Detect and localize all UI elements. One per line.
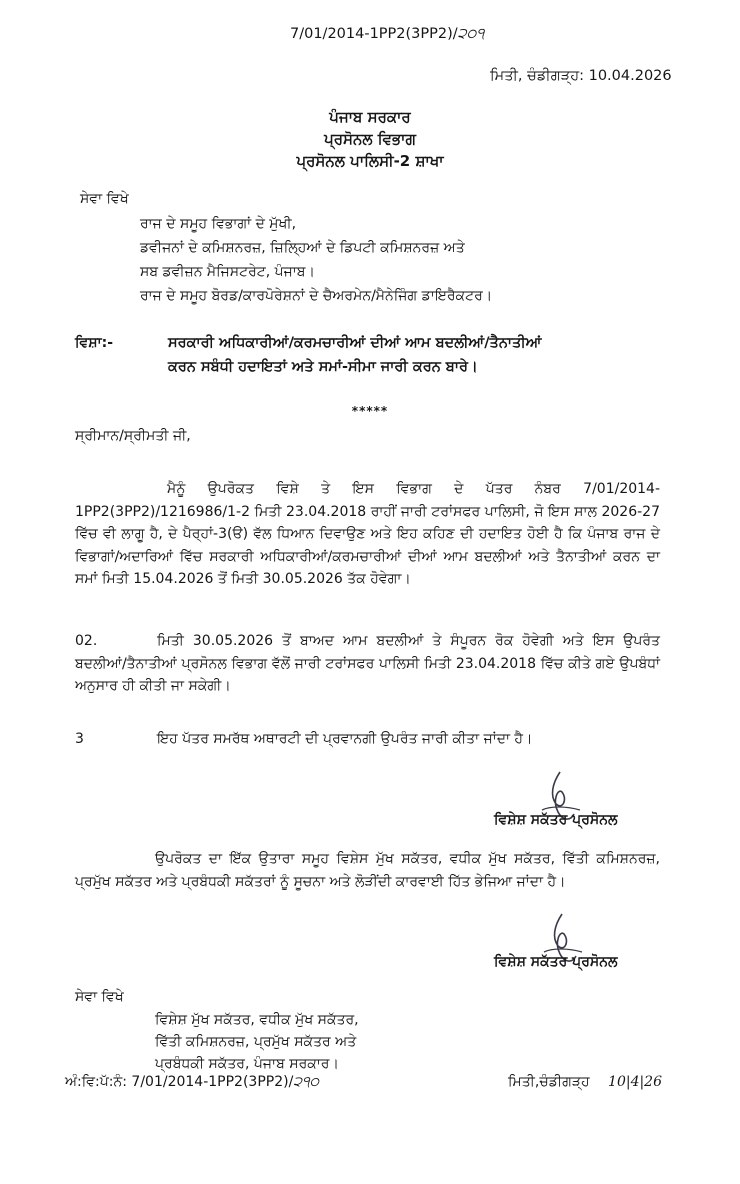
letter-reference-number (290, 26, 484, 42)
recipient-line: ਵਿਸ਼ੇਸ਼ ਮੁੱਖ ਸਕੱਤਰ, ਵਧੀਕ ਮੁੱਖ ਸਕੱਤਰ, (155, 1012, 359, 1028)
signatory-title: ਵਿਸ਼ੇਸ਼ ਸਕੱਤਰ ਪ੍ਰਸੋਨਲ (494, 812, 618, 828)
subject-line: ਕਰਨ ਸਬੰਧੀ ਹਦਾਇਤਾਂ ਅਤੇ ਸਮਾਂ-ਸੀਮਾ ਜਾਰੀ ਕਰਨ ਬਾਰੇ। (168, 359, 478, 375)
recipient-line: ਰਾਜ ਦੇ ਸਮੂਹ ਵਿਭਾਗਾਂ ਦੇ ਮੁੱਖੀ, (140, 216, 297, 232)
branch-name: ਪ੍ਰਸੋਨਲ ਪਾਲਿਸੀ-2 ਸ਼ਾਖਾ (296, 152, 444, 170)
government-name: ਪੰਜਾਬ ਸਰਕਾਰ (329, 108, 411, 126)
paragraph-3 (75, 728, 660, 751)
department-name: ਪ੍ਰਸੋਨਲ ਵਿਭਾਗ (324, 130, 416, 148)
signature-block (494, 912, 659, 970)
letter-date: ਮਿਤੀ, ਚੰਡੀਗੜ੍ਹ: 10.04.2026 (490, 68, 672, 84)
salutation: ਸ੍ਰੀਮਾਨ/ਸ੍ਰੀਮਤੀ ਜੀ, (75, 428, 191, 444)
recipient-line: ਰਾਜ ਦੇ ਸਮੂਹ ਬੋਰਡ/ਕਾਰਪੋਰੇਸ਼ਨਾਂ ਦੇ ਚੈਅਰਮੇਨ/ਮੈਨੇਜਿੰਗ ਡਾਇਰੈਕਟਰ। (140, 288, 493, 304)
paragraph-2 (75, 630, 660, 698)
subject-line: ਸਰਕਾਰੀ ਅਧਿਕਾਰੀਆਂ/ਕਰਮਚਾਰੀਆਂ ਦੀਆਂ ਆਮ ਬਦਲੀਆਂ/ਤੈਨਾਤੀਆਂ (168, 335, 542, 351)
recipient-line: ਪ੍ਰਬੰਧਕੀ ਸਕੱਤਰ, ਪੰਜਾਬ ਸਰਕਾਰ। (155, 1056, 339, 1072)
subject-label: ਵਿਸ਼ਾ:- (75, 335, 114, 351)
endorsement-date-handwritten: 10|4|26 (608, 1074, 663, 1090)
endorsement-date (508, 1074, 662, 1090)
signature-block (494, 770, 659, 828)
paragraph-text: ਇਹ ਪੱਤਰ ਸਮਰੱਥ ਅਥਾਰਟੀ ਦੀ ਪ੍ਰਵਾਨਗੀ ਉਪਰੰਤ ਜਾਰੀ ਕੀਤਾ ਜਾਂਦਾ ਹੈ। (157, 731, 533, 747)
endorsement-number-printed: ਅੰ:ਵਿ:ਪੱ:ਨੰ: 7/01/2014-1PP2(3PP2)/ (65, 1074, 294, 1090)
reference-number-handwritten: ੨੦੧ (457, 26, 485, 42)
recipients-label: ਸੇਵਾ ਵਿਖੇ (75, 989, 124, 1005)
separator: ***** (351, 404, 389, 418)
paragraph-number: 3 (75, 731, 84, 747)
reference-number-printed: 7/01/2014-1PP2(3PP2)/ (290, 26, 458, 42)
paragraph-text: ਮਿਤੀ 30.05.2026 ਤੋਂ ਬਾਅਦ ਆਮ ਬਦਲੀਆਂ ਤੇ ਸੰਪੂਰਨ ਰੋਕ ਹੋਵੇਗੀ ਅਤੇ ਇਸ ਉਪਰੰਤ ਬਦਲੀਆਂ/ਤੈਨਾਤੀਆਂ ਪ੍ਰਸੋਨਲ ਵਿਭਾਗ ਵੱਲੋਂ ਜਾਰੀ ਟਰਾਂਸਫਰ ਪਾਲਿਸੀ ਮਿਤੀ 23.04.2018 ਵਿੱਚ ਕੀਤੇ ਗਏ ਉਪਬੰਧਾਂ ਅਨੁਸਾਰ ਹੀ ਕੀਤੀ ਜਾ ਸਕੇਗੀ। (75, 633, 660, 694)
recipients-label: ਸੇਵਾ ਵਿਖੇ (80, 191, 129, 207)
paragraph-copy-forwarded: ਉਪਰੋਕਤ ਦਾ ਇੱਕ ਉਤਾਰਾ ਸਮੂਹ ਵਿਸ਼ੇਸ ਮੁੱਖ ਸਕੱਤਰ, ਵਧੀਕ ਮੁੱਖ ਸਕੱਤਰ, ਵਿੱਤੀ ਕਮਿਸ਼ਨਰਜ਼, ਪ੍ਰਮੁੱਖ ਸਕੱਤਰ ਅਤੇ ਪ੍ਰਬੰਧਕੀ ਸਕੱਤਰਾਂ ਨੂੰ ਸੂਚਨਾ ਅਤੇ ਲੋੜੀਂਦੀ ਕਾਰਵਾਈ ਹਿੱਤ ਭੇਜਿਆ ਜਾਂਦਾ ਹੈ। (75, 851, 660, 890)
recipient-line: ਵਿੱਤੀ ਕਮਿਸ਼ਨਰਜ਼, ਪ੍ਰਮੁੱਖ ਸਕੱਤਰ ਅਤੇ (155, 1034, 357, 1050)
paragraph-number: 02. (75, 633, 98, 649)
paragraph-1: ਮੈਨੂੰ ਉਪਰੋਕਤ ਵਿਸ਼ੇ ਤੇ ਇਸ ਵਿਭਾਗ ਦੇ ਪੱਤਰ ਨੰਬਰ 7/01/2014-1PP2(3PP2)/1216986/1-2 ਮਿਤੀ 23.04.2018 ਰਾਹੀਂ ਜਾਰੀ ਟਰਾਂਸਫਰ ਪਾਲਿਸੀ, ਜੋ ਇਸ ਸਾਲ 2026-27 ਵਿੱਚ ਵੀ ਲਾਗੂ ਹੈ, ਦੇ ਪੈਰ੍ਹਾਂ-3(ੳ) ਵੱਲ ਧਿਆਨ ਦਿਵਾਉਣ ਅਤੇ ਇਹ ਕਹਿਣ ਦੀ ਹਦਾਇਤ ਹੋਈ ਹੈ ਕਿ ਪੰਜਾਬ ਰਾਜ ਦੇ ਵਿਭਾਗਾਂ/ਅਦਾਰਿਆਂ ਵਿੱਚ ਸਰਕਾਰੀ ਅਧਿਕਾਰੀਆਂ/ਕਰਮਚਾਰੀਆਂ ਦੀਆਂ ਆਮ ਬਦਲੀਆਂ ਅਤੇ ਤੈਨਾਤੀਆਂ ਕਰਨ ਦਾ ਸਮਾਂ ਮਿਤੀ 15.04.2026 ਤੋਂ ਮਿਤੀ 30.05.2026 ਤੱਕ ਹੋਵੇਗਾ। (75, 481, 660, 587)
endorsement-number-handwritten: ੨੧੦ (293, 1074, 320, 1090)
recipient-line: ਸਬ ਡਵੀਜ਼ਨ ਮੈਜਿਸਟਰੇਟ, ਪੰਜਾਬ। (140, 264, 315, 280)
signatory-title: ਵਿਸ਼ੇਸ਼ ਸਕੱਤਰ ਪ੍ਰਸੋਨਲ (494, 954, 618, 970)
endorsement-number (65, 1074, 319, 1090)
recipient-line: ਡਵੀਜਨਾਂ ਦੇ ਕਮਿਸ਼ਨਰਜ਼, ਜ਼ਿਲ੍ਹਿਆਂ ਦੇ ਡਿਪਟੀ ਕਮਿਸ਼ਨਰਜ਼ ਅਤੇ (140, 240, 465, 256)
endorsement-date-label: ਮਿਤੀ,ਚੰਡੀਗੜ੍ਹ (508, 1074, 590, 1090)
